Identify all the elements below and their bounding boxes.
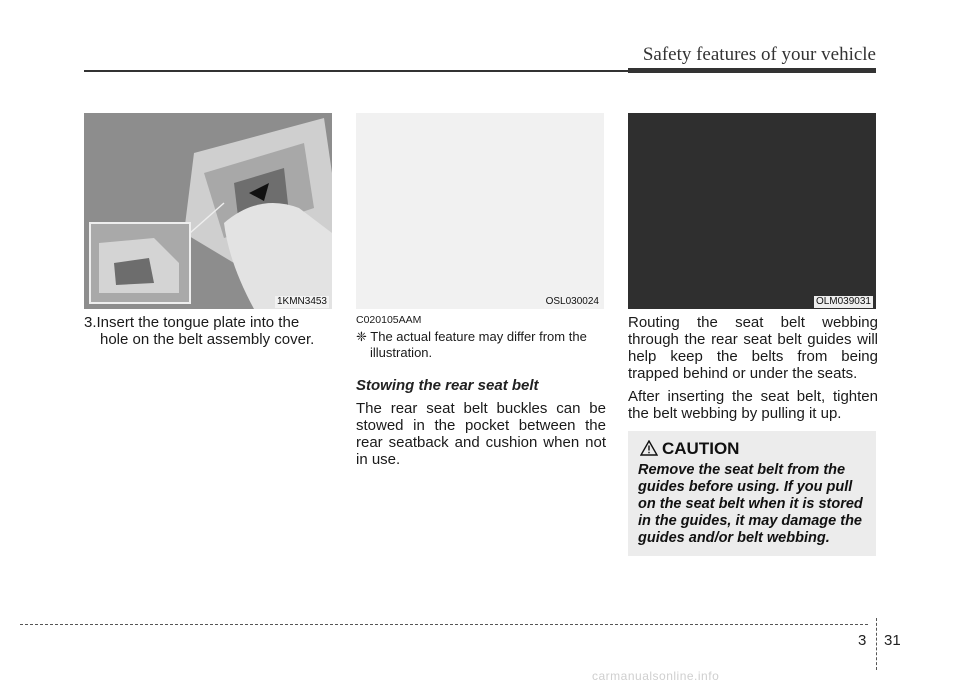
warning-triangle-icon: [640, 440, 658, 456]
page-header-title: Safety features of your vehicle: [642, 44, 876, 65]
belt-cover-illustration: [84, 113, 332, 309]
figure-belt-guides: [628, 113, 876, 309]
caution-label: CAUTION: [662, 439, 740, 458]
figure-belt-cover: [84, 113, 332, 309]
column-2: [356, 314, 606, 474]
watermark: carmanualsonline.info: [592, 669, 720, 683]
subheading-stowing: Stowing the rear seat belt: [356, 377, 539, 394]
note-first: ❈ The actual feature may differ from the: [356, 329, 587, 344]
page-number: 31: [884, 632, 901, 649]
section-code: C020105AAM: [356, 314, 422, 326]
step-text-rest: hole on the belt assembly cover.: [100, 331, 315, 348]
routing-paragraph: Routing the seat belt webbing through the rear seat belt guides will help keep the belts from being trapped behind or under the seats.: [628, 314, 878, 382]
footer-rule: [20, 624, 868, 625]
step-number: 3.: [84, 314, 97, 331]
figure-code: OSL030024: [545, 296, 599, 307]
illustration-note: [356, 329, 606, 361]
caution-text: Remove the seat belt from the guides before using. If you pull on the seat belt when it is stored in the guides, it may damage the guides and/or belt webbing.: [638, 462, 863, 546]
page-number-divider: [876, 618, 877, 670]
figure-code: 1KMN3453: [276, 296, 327, 307]
column-1: [84, 314, 334, 348]
chapter-number: 3: [858, 632, 867, 649]
column-3: [628, 314, 878, 428]
header-rule-accent: [628, 68, 876, 73]
step-text-first: Insert the tongue plate into the: [96, 314, 300, 331]
stowing-paragraph: The rear seat belt buckles can be stowed in the pocket between the rear seatback and cushion when not in use.: [356, 400, 606, 468]
step-3: [84, 314, 334, 348]
note-rest: illustration.: [370, 345, 433, 360]
caution-box: [628, 431, 876, 556]
caution-heading: [640, 439, 739, 459]
figure-rear-belt-stow: [356, 113, 604, 309]
figure-code: OLM039031: [815, 296, 871, 307]
tighten-paragraph: After inserting the seat belt, tighten the belt webbing by pulling it up.: [628, 388, 878, 422]
